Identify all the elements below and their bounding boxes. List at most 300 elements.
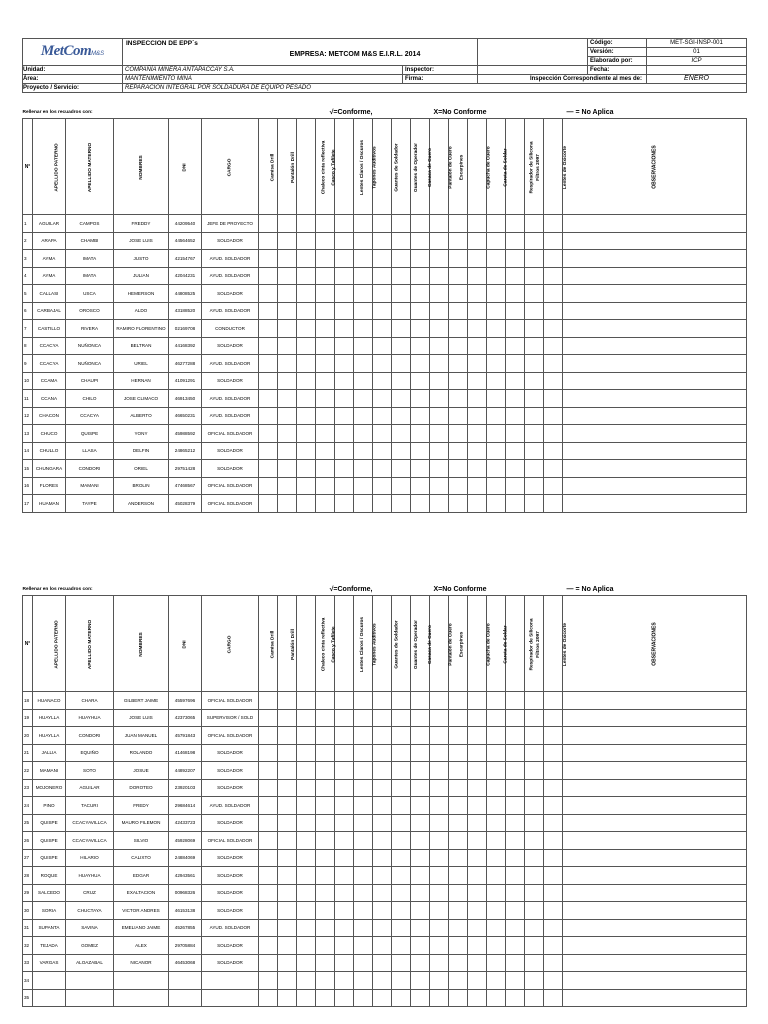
epp-check-cell[interactable]: [544, 477, 563, 495]
epp-check-cell[interactable]: [411, 267, 430, 285]
epp-check-cell[interactable]: [392, 954, 411, 972]
epp-check-cell[interactable]: [487, 779, 506, 797]
epp-check-cell[interactable]: [373, 762, 392, 780]
epp-check-cell[interactable]: [297, 460, 316, 478]
epp-check-cell[interactable]: [430, 797, 449, 815]
epp-check-cell[interactable]: [411, 285, 430, 303]
epp-check-cell[interactable]: [449, 442, 468, 460]
epp-check-cell[interactable]: [392, 442, 411, 460]
epp-check-cell[interactable]: [392, 320, 411, 338]
epp-check-cell[interactable]: [392, 937, 411, 955]
epp-check-cell[interactable]: [525, 460, 544, 478]
epp-check-cell[interactable]: [430, 302, 449, 320]
epp-check-cell[interactable]: [411, 954, 430, 972]
epp-check-cell[interactable]: [544, 814, 563, 832]
epp-check-cell[interactable]: [259, 832, 278, 850]
epp-check-cell[interactable]: [373, 989, 392, 1007]
epp-check-cell[interactable]: [354, 762, 373, 780]
epp-check-cell[interactable]: [430, 937, 449, 955]
epp-check-cell[interactable]: [506, 425, 525, 443]
epp-check-cell[interactable]: [392, 762, 411, 780]
epp-check-cell[interactable]: [278, 215, 297, 233]
epp-check-cell[interactable]: [373, 692, 392, 710]
epp-check-cell[interactable]: [544, 425, 563, 443]
epp-check-cell[interactable]: [278, 442, 297, 460]
epp-check-cell[interactable]: [259, 460, 278, 478]
epp-check-cell[interactable]: [411, 779, 430, 797]
epp-check-cell[interactable]: [430, 232, 449, 250]
epp-check-cell[interactable]: [373, 285, 392, 303]
epp-check-cell[interactable]: [544, 460, 563, 478]
epp-check-cell[interactable]: [392, 215, 411, 233]
epp-check-cell[interactable]: [297, 709, 316, 727]
epp-check-cell[interactable]: [278, 407, 297, 425]
epp-check-cell[interactable]: [335, 460, 354, 478]
epp-check-cell[interactable]: [373, 884, 392, 902]
epp-check-cell[interactable]: [525, 267, 544, 285]
epp-check-cell[interactable]: [525, 814, 544, 832]
epp-check-cell[interactable]: [487, 832, 506, 850]
epp-check-cell[interactable]: [430, 867, 449, 885]
epp-check-cell[interactable]: [335, 267, 354, 285]
epp-check-cell[interactable]: [487, 954, 506, 972]
epp-check-cell[interactable]: [430, 989, 449, 1007]
epp-check-cell[interactable]: [468, 477, 487, 495]
epp-check-cell[interactable]: [373, 709, 392, 727]
epp-check-cell[interactable]: [411, 355, 430, 373]
epp-check-cell[interactable]: [525, 232, 544, 250]
epp-check-cell[interactable]: [316, 425, 335, 443]
epp-check-cell[interactable]: [487, 320, 506, 338]
epp-check-cell[interactable]: [259, 709, 278, 727]
epp-check-cell[interactable]: [278, 919, 297, 937]
epp-check-cell[interactable]: [335, 884, 354, 902]
epp-check-cell[interactable]: [259, 744, 278, 762]
epp-check-cell[interactable]: [392, 814, 411, 832]
epp-check-cell[interactable]: [468, 832, 487, 850]
epp-check-cell[interactable]: [544, 495, 563, 513]
epp-check-cell[interactable]: [297, 320, 316, 338]
epp-check-cell[interactable]: [449, 832, 468, 850]
epp-check-cell[interactable]: [525, 972, 544, 990]
epp-check-cell[interactable]: [449, 989, 468, 1007]
epp-check-cell[interactable]: [373, 232, 392, 250]
observaciones-cell[interactable]: [563, 937, 747, 955]
epp-check-cell[interactable]: [259, 902, 278, 920]
epp-check-cell[interactable]: [449, 709, 468, 727]
epp-check-cell[interactable]: [278, 849, 297, 867]
epp-check-cell[interactable]: [468, 884, 487, 902]
epp-check-cell[interactable]: [392, 902, 411, 920]
epp-check-cell[interactable]: [487, 285, 506, 303]
epp-check-cell[interactable]: [392, 477, 411, 495]
epp-check-cell[interactable]: [278, 797, 297, 815]
epp-check-cell[interactable]: [373, 215, 392, 233]
epp-check-cell[interactable]: [354, 832, 373, 850]
epp-check-cell[interactable]: [373, 425, 392, 443]
epp-check-cell[interactable]: [544, 797, 563, 815]
epp-check-cell[interactable]: [297, 902, 316, 920]
epp-check-cell[interactable]: [354, 407, 373, 425]
epp-check-cell[interactable]: [544, 867, 563, 885]
epp-check-cell[interactable]: [468, 320, 487, 338]
epp-check-cell[interactable]: [316, 867, 335, 885]
epp-check-cell[interactable]: [449, 407, 468, 425]
observaciones-cell[interactable]: [563, 320, 747, 338]
epp-check-cell[interactable]: [468, 779, 487, 797]
epp-check-cell[interactable]: [316, 919, 335, 937]
epp-check-cell[interactable]: [316, 779, 335, 797]
epp-check-cell[interactable]: [525, 692, 544, 710]
epp-check-cell[interactable]: [468, 390, 487, 408]
epp-check-cell[interactable]: [487, 495, 506, 513]
epp-check-cell[interactable]: [354, 744, 373, 762]
epp-check-cell[interactable]: [430, 954, 449, 972]
epp-check-cell[interactable]: [316, 814, 335, 832]
epp-check-cell[interactable]: [468, 937, 487, 955]
epp-check-cell[interactable]: [449, 250, 468, 268]
epp-check-cell[interactable]: [449, 779, 468, 797]
observaciones-cell[interactable]: [563, 302, 747, 320]
epp-check-cell[interactable]: [278, 989, 297, 1007]
epp-check-cell[interactable]: [278, 320, 297, 338]
epp-check-cell[interactable]: [506, 355, 525, 373]
epp-check-cell[interactable]: [278, 495, 297, 513]
epp-check-cell[interactable]: [373, 407, 392, 425]
epp-check-cell[interactable]: [297, 937, 316, 955]
epp-check-cell[interactable]: [544, 442, 563, 460]
epp-check-cell[interactable]: [411, 390, 430, 408]
epp-check-cell[interactable]: [392, 285, 411, 303]
epp-check-cell[interactable]: [259, 232, 278, 250]
epp-check-cell[interactable]: [373, 250, 392, 268]
observaciones-cell[interactable]: [563, 989, 747, 1007]
epp-check-cell[interactable]: [297, 867, 316, 885]
epp-check-cell[interactable]: [259, 692, 278, 710]
epp-check-cell[interactable]: [449, 692, 468, 710]
epp-check-cell[interactable]: [373, 337, 392, 355]
epp-check-cell[interactable]: [525, 250, 544, 268]
epp-check-cell[interactable]: [354, 267, 373, 285]
epp-check-cell[interactable]: [468, 954, 487, 972]
epp-check-cell[interactable]: [335, 355, 354, 373]
epp-check-cell[interactable]: [259, 442, 278, 460]
epp-check-cell[interactable]: [430, 250, 449, 268]
epp-check-cell[interactable]: [525, 989, 544, 1007]
epp-check-cell[interactable]: [544, 902, 563, 920]
epp-check-cell[interactable]: [297, 250, 316, 268]
epp-check-cell[interactable]: [487, 797, 506, 815]
epp-check-cell[interactable]: [373, 495, 392, 513]
epp-check-cell[interactable]: [525, 884, 544, 902]
epp-check-cell[interactable]: [354, 972, 373, 990]
epp-check-cell[interactable]: [411, 320, 430, 338]
epp-check-cell[interactable]: [544, 709, 563, 727]
epp-check-cell[interactable]: [316, 232, 335, 250]
epp-check-cell[interactable]: [316, 884, 335, 902]
epp-check-cell[interactable]: [335, 797, 354, 815]
epp-check-cell[interactable]: [373, 302, 392, 320]
epp-check-cell[interactable]: [373, 832, 392, 850]
epp-check-cell[interactable]: [525, 744, 544, 762]
epp-check-cell[interactable]: [411, 250, 430, 268]
epp-check-cell[interactable]: [335, 902, 354, 920]
epp-check-cell[interactable]: [449, 302, 468, 320]
epp-check-cell[interactable]: [316, 989, 335, 1007]
epp-check-cell[interactable]: [468, 302, 487, 320]
epp-check-cell[interactable]: [525, 919, 544, 937]
epp-check-cell[interactable]: [468, 407, 487, 425]
epp-check-cell[interactable]: [411, 232, 430, 250]
epp-check-cell[interactable]: [297, 814, 316, 832]
epp-check-cell[interactable]: [468, 692, 487, 710]
epp-check-cell[interactable]: [335, 989, 354, 1007]
epp-check-cell[interactable]: [316, 285, 335, 303]
epp-check-cell[interactable]: [544, 779, 563, 797]
epp-check-cell[interactable]: [354, 302, 373, 320]
epp-check-cell[interactable]: [506, 972, 525, 990]
epp-check-cell[interactable]: [506, 285, 525, 303]
epp-check-cell[interactable]: [335, 250, 354, 268]
epp-check-cell[interactable]: [449, 372, 468, 390]
observaciones-cell[interactable]: [563, 372, 747, 390]
epp-check-cell[interactable]: [316, 442, 335, 460]
epp-check-cell[interactable]: [544, 972, 563, 990]
epp-check-cell[interactable]: [373, 355, 392, 373]
epp-check-cell[interactable]: [544, 355, 563, 373]
epp-check-cell[interactable]: [487, 902, 506, 920]
epp-check-cell[interactable]: [297, 954, 316, 972]
epp-check-cell[interactable]: [354, 320, 373, 338]
epp-check-cell[interactable]: [430, 849, 449, 867]
epp-check-cell[interactable]: [335, 372, 354, 390]
observaciones-cell[interactable]: [563, 355, 747, 373]
epp-check-cell[interactable]: [316, 407, 335, 425]
observaciones-cell[interactable]: [563, 919, 747, 937]
epp-check-cell[interactable]: [487, 390, 506, 408]
epp-check-cell[interactable]: [259, 407, 278, 425]
epp-check-cell[interactable]: [506, 779, 525, 797]
epp-check-cell[interactable]: [449, 919, 468, 937]
epp-check-cell[interactable]: [430, 779, 449, 797]
epp-check-cell[interactable]: [487, 215, 506, 233]
epp-check-cell[interactable]: [335, 495, 354, 513]
epp-check-cell[interactable]: [544, 832, 563, 850]
epp-check-cell[interactable]: [354, 285, 373, 303]
epp-check-cell[interactable]: [316, 709, 335, 727]
epp-check-cell[interactable]: [487, 407, 506, 425]
epp-check-cell[interactable]: [506, 762, 525, 780]
epp-check-cell[interactable]: [449, 972, 468, 990]
epp-check-cell[interactable]: [335, 972, 354, 990]
observaciones-cell[interactable]: [563, 762, 747, 780]
epp-check-cell[interactable]: [544, 302, 563, 320]
epp-check-cell[interactable]: [373, 744, 392, 762]
epp-check-cell[interactable]: [278, 477, 297, 495]
epp-check-cell[interactable]: [430, 477, 449, 495]
epp-check-cell[interactable]: [430, 425, 449, 443]
epp-check-cell[interactable]: [487, 232, 506, 250]
epp-check-cell[interactable]: [430, 355, 449, 373]
epp-check-cell[interactable]: [316, 495, 335, 513]
epp-check-cell[interactable]: [411, 692, 430, 710]
epp-check-cell[interactable]: [392, 302, 411, 320]
epp-check-cell[interactable]: [449, 285, 468, 303]
epp-check-cell[interactable]: [544, 320, 563, 338]
epp-check-cell[interactable]: [278, 267, 297, 285]
epp-check-cell[interactable]: [449, 902, 468, 920]
epp-check-cell[interactable]: [468, 250, 487, 268]
observaciones-cell[interactable]: [563, 477, 747, 495]
epp-check-cell[interactable]: [506, 372, 525, 390]
observaciones-cell[interactable]: [563, 727, 747, 745]
epp-check-cell[interactable]: [259, 495, 278, 513]
epp-check-cell[interactable]: [544, 337, 563, 355]
epp-check-cell[interactable]: [259, 867, 278, 885]
observaciones-cell[interactable]: [563, 337, 747, 355]
epp-check-cell[interactable]: [525, 442, 544, 460]
epp-check-cell[interactable]: [278, 954, 297, 972]
epp-check-cell[interactable]: [411, 460, 430, 478]
epp-check-cell[interactable]: [354, 779, 373, 797]
epp-check-cell[interactable]: [411, 709, 430, 727]
epp-check-cell[interactable]: [316, 797, 335, 815]
observaciones-cell[interactable]: [563, 884, 747, 902]
epp-check-cell[interactable]: [544, 215, 563, 233]
epp-check-cell[interactable]: [316, 832, 335, 850]
epp-check-cell[interactable]: [297, 832, 316, 850]
epp-check-cell[interactable]: [506, 902, 525, 920]
epp-check-cell[interactable]: [278, 814, 297, 832]
epp-check-cell[interactable]: [335, 919, 354, 937]
epp-check-cell[interactable]: [487, 762, 506, 780]
epp-check-cell[interactable]: [449, 267, 468, 285]
epp-check-cell[interactable]: [373, 797, 392, 815]
epp-check-cell[interactable]: [278, 425, 297, 443]
epp-check-cell[interactable]: [506, 692, 525, 710]
epp-check-cell[interactable]: [430, 709, 449, 727]
epp-check-cell[interactable]: [354, 425, 373, 443]
epp-check-cell[interactable]: [430, 460, 449, 478]
epp-check-cell[interactable]: [297, 919, 316, 937]
epp-check-cell[interactable]: [506, 232, 525, 250]
epp-check-cell[interactable]: [259, 337, 278, 355]
epp-check-cell[interactable]: [487, 477, 506, 495]
epp-check-cell[interactable]: [335, 814, 354, 832]
epp-check-cell[interactable]: [449, 355, 468, 373]
epp-check-cell[interactable]: [297, 989, 316, 1007]
epp-check-cell[interactable]: [449, 797, 468, 815]
epp-check-cell[interactable]: [544, 849, 563, 867]
epp-check-cell[interactable]: [525, 849, 544, 867]
epp-check-cell[interactable]: [468, 460, 487, 478]
epp-check-cell[interactable]: [430, 902, 449, 920]
epp-check-cell[interactable]: [411, 727, 430, 745]
epp-check-cell[interactable]: [335, 867, 354, 885]
epp-check-cell[interactable]: [449, 867, 468, 885]
epp-check-cell[interactable]: [430, 495, 449, 513]
epp-check-cell[interactable]: [373, 442, 392, 460]
epp-check-cell[interactable]: [335, 425, 354, 443]
epp-check-cell[interactable]: [411, 972, 430, 990]
epp-check-cell[interactable]: [544, 250, 563, 268]
epp-check-cell[interactable]: [487, 355, 506, 373]
epp-check-cell[interactable]: [449, 477, 468, 495]
epp-check-cell[interactable]: [525, 302, 544, 320]
epp-check-cell[interactable]: [449, 495, 468, 513]
epp-check-cell[interactable]: [392, 884, 411, 902]
observaciones-cell[interactable]: [563, 779, 747, 797]
epp-check-cell[interactable]: [316, 215, 335, 233]
observaciones-cell[interactable]: [563, 972, 747, 990]
epp-check-cell[interactable]: [525, 425, 544, 443]
epp-check-cell[interactable]: [487, 372, 506, 390]
epp-check-cell[interactable]: [468, 972, 487, 990]
epp-check-cell[interactable]: [316, 937, 335, 955]
epp-check-cell[interactable]: [354, 495, 373, 513]
epp-check-cell[interactable]: [297, 692, 316, 710]
epp-check-cell[interactable]: [354, 215, 373, 233]
epp-check-cell[interactable]: [525, 337, 544, 355]
observaciones-cell[interactable]: [563, 709, 747, 727]
epp-check-cell[interactable]: [411, 495, 430, 513]
epp-check-cell[interactable]: [335, 442, 354, 460]
epp-check-cell[interactable]: [430, 884, 449, 902]
epp-check-cell[interactable]: [468, 232, 487, 250]
epp-check-cell[interactable]: [354, 919, 373, 937]
epp-check-cell[interactable]: [544, 232, 563, 250]
epp-check-cell[interactable]: [525, 727, 544, 745]
epp-check-cell[interactable]: [278, 302, 297, 320]
epp-check-cell[interactable]: [449, 814, 468, 832]
epp-check-cell[interactable]: [411, 372, 430, 390]
epp-check-cell[interactable]: [354, 477, 373, 495]
epp-check-cell[interactable]: [525, 867, 544, 885]
epp-check-cell[interactable]: [430, 267, 449, 285]
epp-check-cell[interactable]: [411, 832, 430, 850]
epp-check-cell[interactable]: [297, 355, 316, 373]
epp-check-cell[interactable]: [259, 797, 278, 815]
epp-check-cell[interactable]: [506, 814, 525, 832]
epp-check-cell[interactable]: [449, 425, 468, 443]
epp-check-cell[interactable]: [316, 355, 335, 373]
epp-check-cell[interactable]: [259, 849, 278, 867]
observaciones-cell[interactable]: [563, 390, 747, 408]
epp-check-cell[interactable]: [430, 285, 449, 303]
epp-check-cell[interactable]: [411, 744, 430, 762]
epp-check-cell[interactable]: [278, 692, 297, 710]
epp-check-cell[interactable]: [487, 337, 506, 355]
epp-check-cell[interactable]: [411, 849, 430, 867]
epp-check-cell[interactable]: [373, 867, 392, 885]
epp-check-cell[interactable]: [411, 477, 430, 495]
epp-check-cell[interactable]: [506, 744, 525, 762]
epp-check-cell[interactable]: [259, 954, 278, 972]
epp-check-cell[interactable]: [506, 989, 525, 1007]
epp-check-cell[interactable]: [335, 232, 354, 250]
observaciones-cell[interactable]: [563, 832, 747, 850]
epp-check-cell[interactable]: [316, 372, 335, 390]
epp-check-cell[interactable]: [468, 442, 487, 460]
epp-check-cell[interactable]: [297, 884, 316, 902]
epp-check-cell[interactable]: [506, 937, 525, 955]
epp-check-cell[interactable]: [506, 407, 525, 425]
observaciones-cell[interactable]: [563, 867, 747, 885]
epp-check-cell[interactable]: [259, 320, 278, 338]
epp-check-cell[interactable]: [373, 814, 392, 832]
epp-check-cell[interactable]: [525, 407, 544, 425]
epp-check-cell[interactable]: [544, 937, 563, 955]
